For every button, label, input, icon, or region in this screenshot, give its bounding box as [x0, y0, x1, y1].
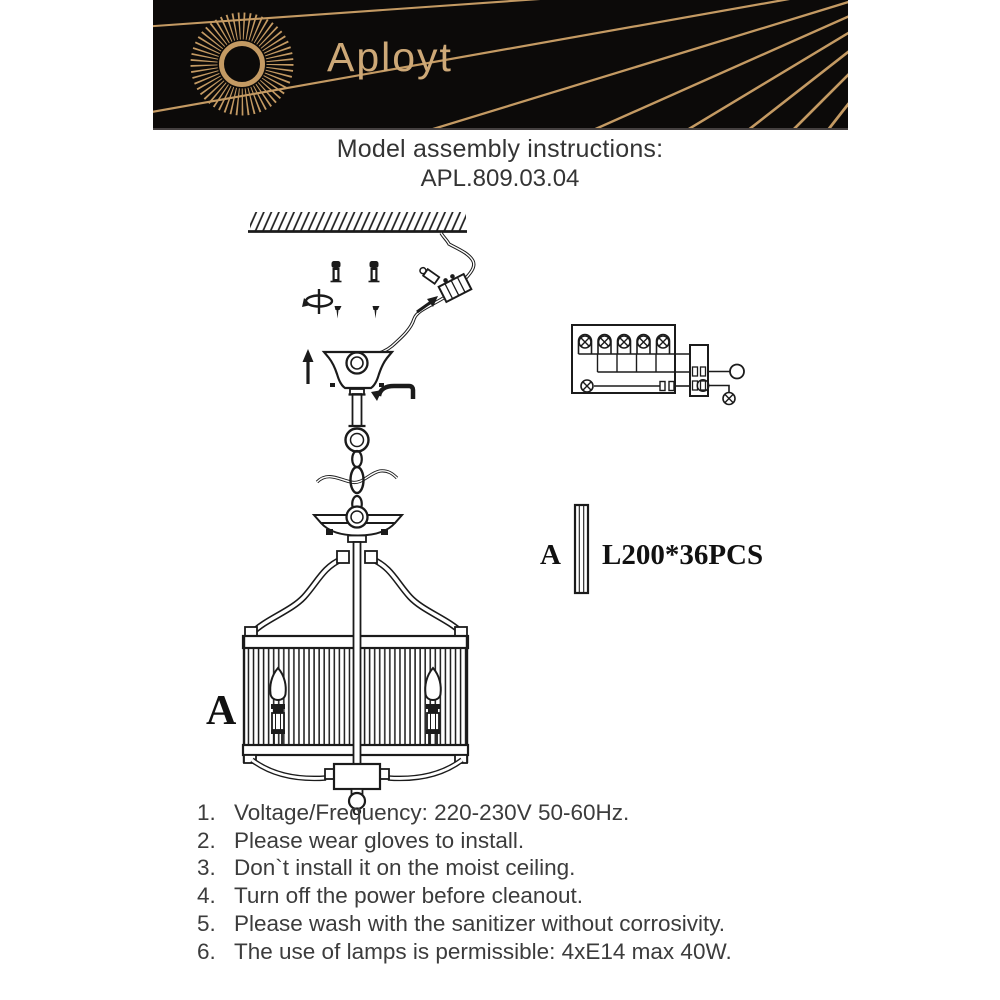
wall-anchor-icon [331, 261, 342, 282]
instruction-text: Turn off the power before cleanout. [234, 883, 583, 909]
page-title: Model assembly instructions: [336, 135, 664, 163]
instruction-item [197, 799, 732, 827]
wiring-diagram [572, 325, 744, 405]
up-arrow-icon [303, 349, 314, 384]
instruction-text: Voltage/Frequency: 220-230V 50-60Hz. [234, 800, 630, 825]
fixture-label: A [206, 688, 237, 734]
lamp-cord [317, 471, 397, 483]
rotate-screw-icon [302, 289, 332, 314]
screw-icon [335, 306, 342, 319]
candle-bulb [425, 668, 441, 745]
instruction-number: 3. [197, 855, 216, 881]
assembly-diagram [180, 200, 800, 815]
screw-icon [373, 306, 380, 319]
instruction-text: The use of lamps is permissible: 4xE14 max 40W. [234, 938, 732, 964]
instruction-number: 5. [197, 910, 216, 936]
ceiling-hatch [248, 212, 467, 232]
brand-banner [153, 0, 848, 130]
brand-name: Aployt [327, 34, 453, 80]
instruction-number: 2. [197, 827, 216, 853]
instructions-list [197, 799, 732, 965]
instruction-text: Please wear gloves to install. [234, 827, 525, 853]
instruction-item [197, 882, 732, 910]
legend-label: A [540, 539, 561, 571]
hang-chain [346, 429, 369, 513]
hanging-rod [349, 394, 366, 426]
instruction-item [197, 827, 732, 855]
rays-fan-icon [153, 0, 848, 128]
instruction-text: Don`t install it on the moist ceiling. [234, 855, 576, 881]
cord-grip-icon [418, 266, 439, 284]
legend-spec: L200*36PCS [602, 539, 764, 571]
instruction-item [197, 938, 732, 966]
instruction-number: 1. [197, 800, 216, 825]
banner-decor [153, 0, 848, 128]
chandelier [243, 507, 468, 815]
instruction-text: Please wash with the sanitizer without corrosivity. [234, 910, 726, 936]
instruction-item [197, 910, 732, 938]
instruction-item [197, 854, 732, 882]
hook-arrow-icon [371, 386, 413, 401]
wall-anchor-icon [369, 261, 380, 282]
terminal-connector-icon [436, 269, 471, 302]
instruction-number: 6. [197, 938, 216, 964]
instruction-number: 4. [197, 883, 216, 909]
candle-bulb [270, 668, 286, 745]
crystal-legend [575, 505, 588, 593]
model-code: APL.809.03.04 [420, 165, 580, 192]
